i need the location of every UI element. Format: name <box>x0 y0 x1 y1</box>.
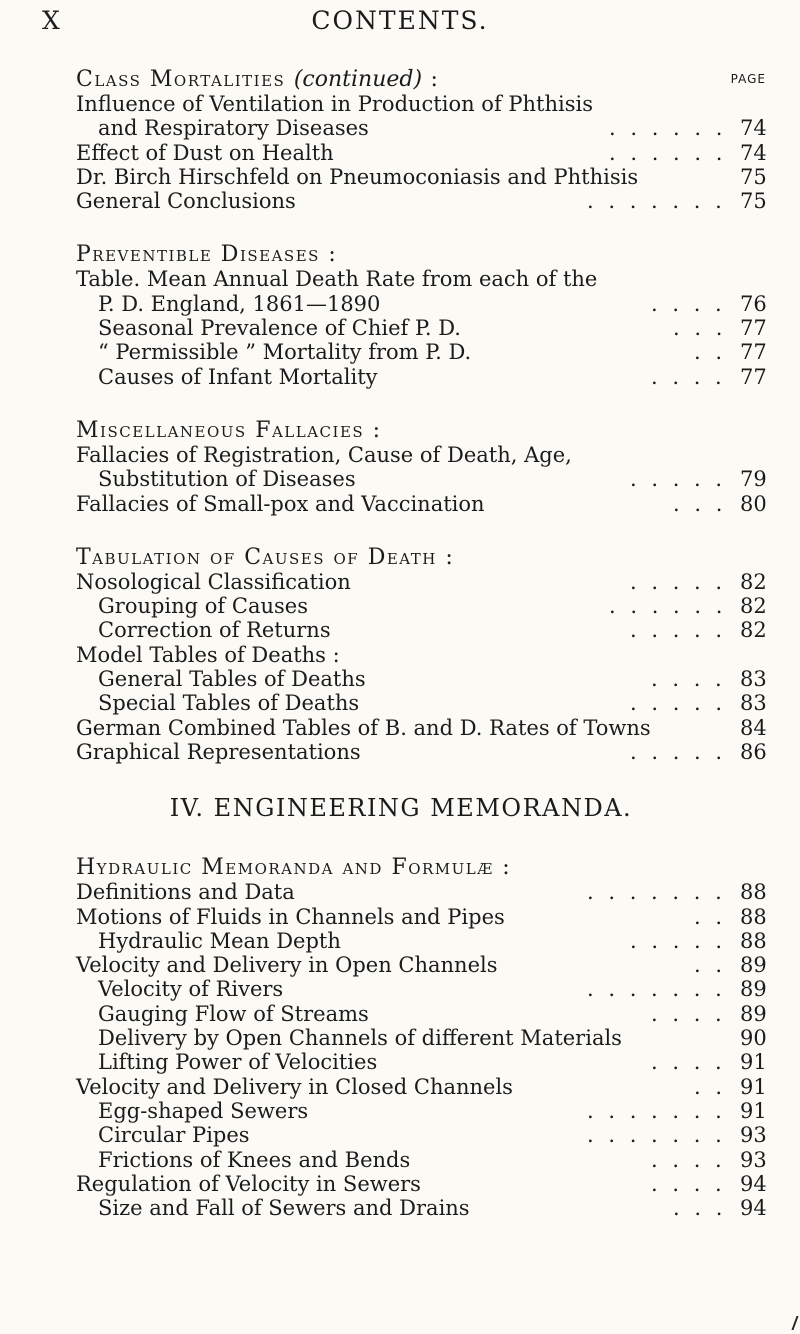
toc-entry <box>76 116 766 140</box>
toc-entry <box>76 141 766 165</box>
toc-entry <box>76 740 766 764</box>
page-number: X <box>42 6 61 35</box>
entry-label: Effect of Dust on Health <box>76 140 334 165</box>
entry-label: Fallacies of Small-pox and Vaccination <box>76 491 485 516</box>
toc-entry <box>76 340 766 364</box>
entry-label: Lifting Power of Velocities <box>98 1050 378 1075</box>
entry-label: Dr. Birch Hirschfeld on Pneumoconiasis and Phthisis <box>76 164 639 189</box>
entry-label: Fallacies of Registration, Cause of Death, Age, <box>76 442 572 467</box>
entry-page-number: 94 <box>740 1171 767 1196</box>
toc-entry <box>76 691 766 715</box>
entry-label: Velocity and Delivery in Closed Channels <box>76 1074 513 1099</box>
toc-entry <box>76 618 766 642</box>
entry-label: Velocity of Rivers <box>98 977 284 1002</box>
toc-entry <box>76 643 766 667</box>
entry-page-number: 94 <box>740 1196 767 1221</box>
toc-entry <box>76 594 766 618</box>
entry-label: Regulation of Velocity in Sewers <box>76 1171 421 1196</box>
dot-leader: . . . . . <box>630 467 727 492</box>
section-class-mortalities <box>76 68 766 213</box>
toc-entry <box>76 467 766 491</box>
dot-leader: . . . . . . <box>609 116 727 141</box>
entry-label: Causes of Infant Mortality <box>98 364 378 389</box>
dot-leader: . . . . <box>651 667 726 692</box>
toc-entry <box>76 570 766 594</box>
entry-page-number: 82 <box>740 569 767 594</box>
toc-entry <box>76 1148 766 1172</box>
entry-label: General Tables of Deaths <box>98 667 366 692</box>
entry-page-number: 91 <box>740 1098 767 1123</box>
entry-page-number: 77 <box>740 340 767 365</box>
entry-page-number: 83 <box>740 667 767 692</box>
entry-page-number: 88 <box>740 904 767 929</box>
dot-leader: . . . . . <box>630 618 727 643</box>
section-title: Hydraulic Memoranda and Formulæ : <box>76 855 512 881</box>
part-heading: IV. ENGINEERING MEMORANDA. <box>169 794 633 823</box>
dot-leader: . . . . . . . <box>587 880 726 905</box>
dot-leader: . . . . . . . <box>587 1098 726 1123</box>
entry-page-number: 75 <box>740 189 767 214</box>
dot-leader: . . <box>694 340 727 365</box>
dot-leader: . . . . . <box>630 569 727 594</box>
entry-page-number: 74 <box>740 116 767 141</box>
entry-page-number: 89 <box>740 953 767 978</box>
toc-entry <box>76 492 766 516</box>
section-title: Class Mortalities (continued) : <box>76 67 440 92</box>
entry-page-number: 93 <box>740 1147 767 1172</box>
entry-page-number: 76 <box>740 291 767 316</box>
entry-page-number: 84 <box>740 715 767 740</box>
entry-page-number: 90 <box>740 1026 767 1051</box>
entry-label: Special Tables of Deaths <box>98 691 360 716</box>
toc-entry <box>76 880 766 904</box>
entry-page-number: 74 <box>740 140 767 165</box>
entry-label: P. D. England, 1861—1890 <box>98 291 381 316</box>
entry-label: Gauging Flow of Streams <box>98 1001 369 1026</box>
toc-entry <box>76 443 766 467</box>
page-column-label: PAGE <box>730 72 766 86</box>
toc-entry <box>76 716 766 740</box>
dot-leader: . . . <box>673 491 727 516</box>
entry-page-number: 79 <box>740 467 767 492</box>
entry-label: and Respiratory Diseases <box>98 116 369 141</box>
entry-label: Egg-shaped Sewers <box>98 1098 309 1123</box>
entry-page-number: 91 <box>740 1050 767 1075</box>
entry-page-number: 89 <box>740 1001 767 1026</box>
entry-page-number: 88 <box>740 880 767 905</box>
entry-page-number: 75 <box>740 164 767 189</box>
entry-label: Substitution of Diseases <box>98 467 356 492</box>
entry-label: Definitions and Data <box>76 880 295 905</box>
dot-leader: . . . <box>673 316 727 341</box>
dot-leader: . . <box>694 904 727 929</box>
entry-list <box>76 880 766 1220</box>
entry-label: Velocity and Delivery in Open Channels <box>76 953 498 978</box>
entry-list <box>76 92 766 213</box>
section-title: Tabulation of Causes of Death : <box>76 544 455 570</box>
dot-leader: . . . . <box>651 1147 726 1172</box>
toc-entry <box>76 1123 766 1147</box>
entry-label: Grouping of Causes <box>98 594 308 619</box>
section-miscellaneous-fallacies <box>76 419 766 516</box>
entry-page-number: 86 <box>740 739 767 764</box>
entry-label: Frictions of Knees and Bends <box>98 1147 411 1172</box>
entry-label: General Conclusions <box>76 189 296 214</box>
dot-leader: . . <box>694 1074 727 1099</box>
entry-label: Nosological Classification <box>76 569 351 594</box>
entry-label: Size and Fall of Sewers and Drains <box>98 1196 470 1221</box>
entry-page-number: 91 <box>740 1074 767 1099</box>
dot-leader: . . . . . . . <box>587 1123 726 1148</box>
corner-mark <box>783 1316 798 1330</box>
toc-entry <box>76 189 766 213</box>
entry-page-number: 80 <box>740 491 767 516</box>
entry-page-number: 89 <box>740 977 767 1002</box>
entry-label: Hydraulic Mean Depth <box>98 928 341 953</box>
dot-leader: . . . . <box>651 1001 726 1026</box>
entry-page-number: 77 <box>740 364 767 389</box>
entry-list <box>76 443 766 516</box>
toc-entry <box>76 905 766 929</box>
entry-list <box>76 267 766 388</box>
entry-label: German Combined Tables of B. and D. Rates of Towns <box>76 715 651 740</box>
toc-entry <box>76 1026 766 1050</box>
toc-entry <box>76 1002 766 1026</box>
entry-label: Delivery by Open Channels of different Materials <box>98 1026 622 1051</box>
dot-leader: . . . . . . <box>609 140 727 165</box>
entry-page-number: 82 <box>740 594 767 619</box>
entry-page-number: 83 <box>740 691 767 716</box>
contents-body <box>76 68 766 1250</box>
toc-entry <box>76 977 766 1001</box>
dot-leader: . . . . . . <box>609 594 727 619</box>
dot-leader: . . . . . <box>630 928 727 953</box>
toc-entry <box>76 1050 766 1074</box>
toc-entry <box>76 267 766 291</box>
toc-entry <box>76 929 766 953</box>
dot-leader: . . . . <box>651 1050 726 1075</box>
section-title: Miscellaneous Fallacies : <box>76 417 382 443</box>
entry-label: Seasonal Prevalence of Chief P. D. <box>98 316 461 341</box>
entry-label: Correction of Returns <box>98 618 331 643</box>
entry-label: Influence of Ventilation in Production of Phthisis <box>76 92 593 116</box>
toc-entry <box>76 92 766 116</box>
dot-leader: . . . . . <box>630 691 727 716</box>
dot-leader: . . . . . . . <box>587 977 726 1002</box>
toc-entry <box>76 316 766 340</box>
dot-leader: . . <box>694 953 727 978</box>
entry-page-number: 82 <box>740 618 767 643</box>
dot-leader: . . . . <box>651 291 726 316</box>
entry-label: Model Tables of Deaths : <box>76 642 340 667</box>
entry-label: Circular Pipes <box>98 1123 250 1148</box>
toc-entry <box>76 953 766 977</box>
entry-label: Motions of Fluids in Channels and Pipes <box>76 904 505 929</box>
dot-leader: . . . . . . . <box>587 189 726 214</box>
entry-list <box>76 570 766 764</box>
toc-entry <box>76 1075 766 1099</box>
page-header <box>42 6 758 40</box>
entry-page-number: 93 <box>740 1123 767 1148</box>
section-hydraulic-memoranda <box>76 856 766 1220</box>
dot-leader: . . . . . <box>630 739 727 764</box>
dot-leader: . . . <box>673 1196 727 1221</box>
section-tabulation <box>76 546 766 764</box>
toc-entry <box>76 165 766 189</box>
entry-page-number: 88 <box>740 928 767 953</box>
entry-label: Table. Mean Annual Death Rate from each of the <box>76 267 598 292</box>
toc-entry <box>76 667 766 691</box>
entry-label: Graphical Representations <box>76 739 361 764</box>
entry-page-number: 77 <box>740 316 767 341</box>
toc-entry <box>76 1172 766 1196</box>
toc-entry <box>76 1196 766 1220</box>
dot-leader: . . . . <box>651 1171 726 1196</box>
dot-leader: . . . . <box>651 364 726 389</box>
section-preventible-diseases <box>76 243 766 388</box>
toc-entry <box>76 365 766 389</box>
toc-entry <box>76 1099 766 1123</box>
section-title: Preventible Diseases : <box>76 242 338 268</box>
toc-entry <box>76 292 766 316</box>
running-title: CONTENTS. <box>311 6 489 35</box>
entry-label: “ Permissible ” Mortality from P. D. <box>98 340 472 365</box>
